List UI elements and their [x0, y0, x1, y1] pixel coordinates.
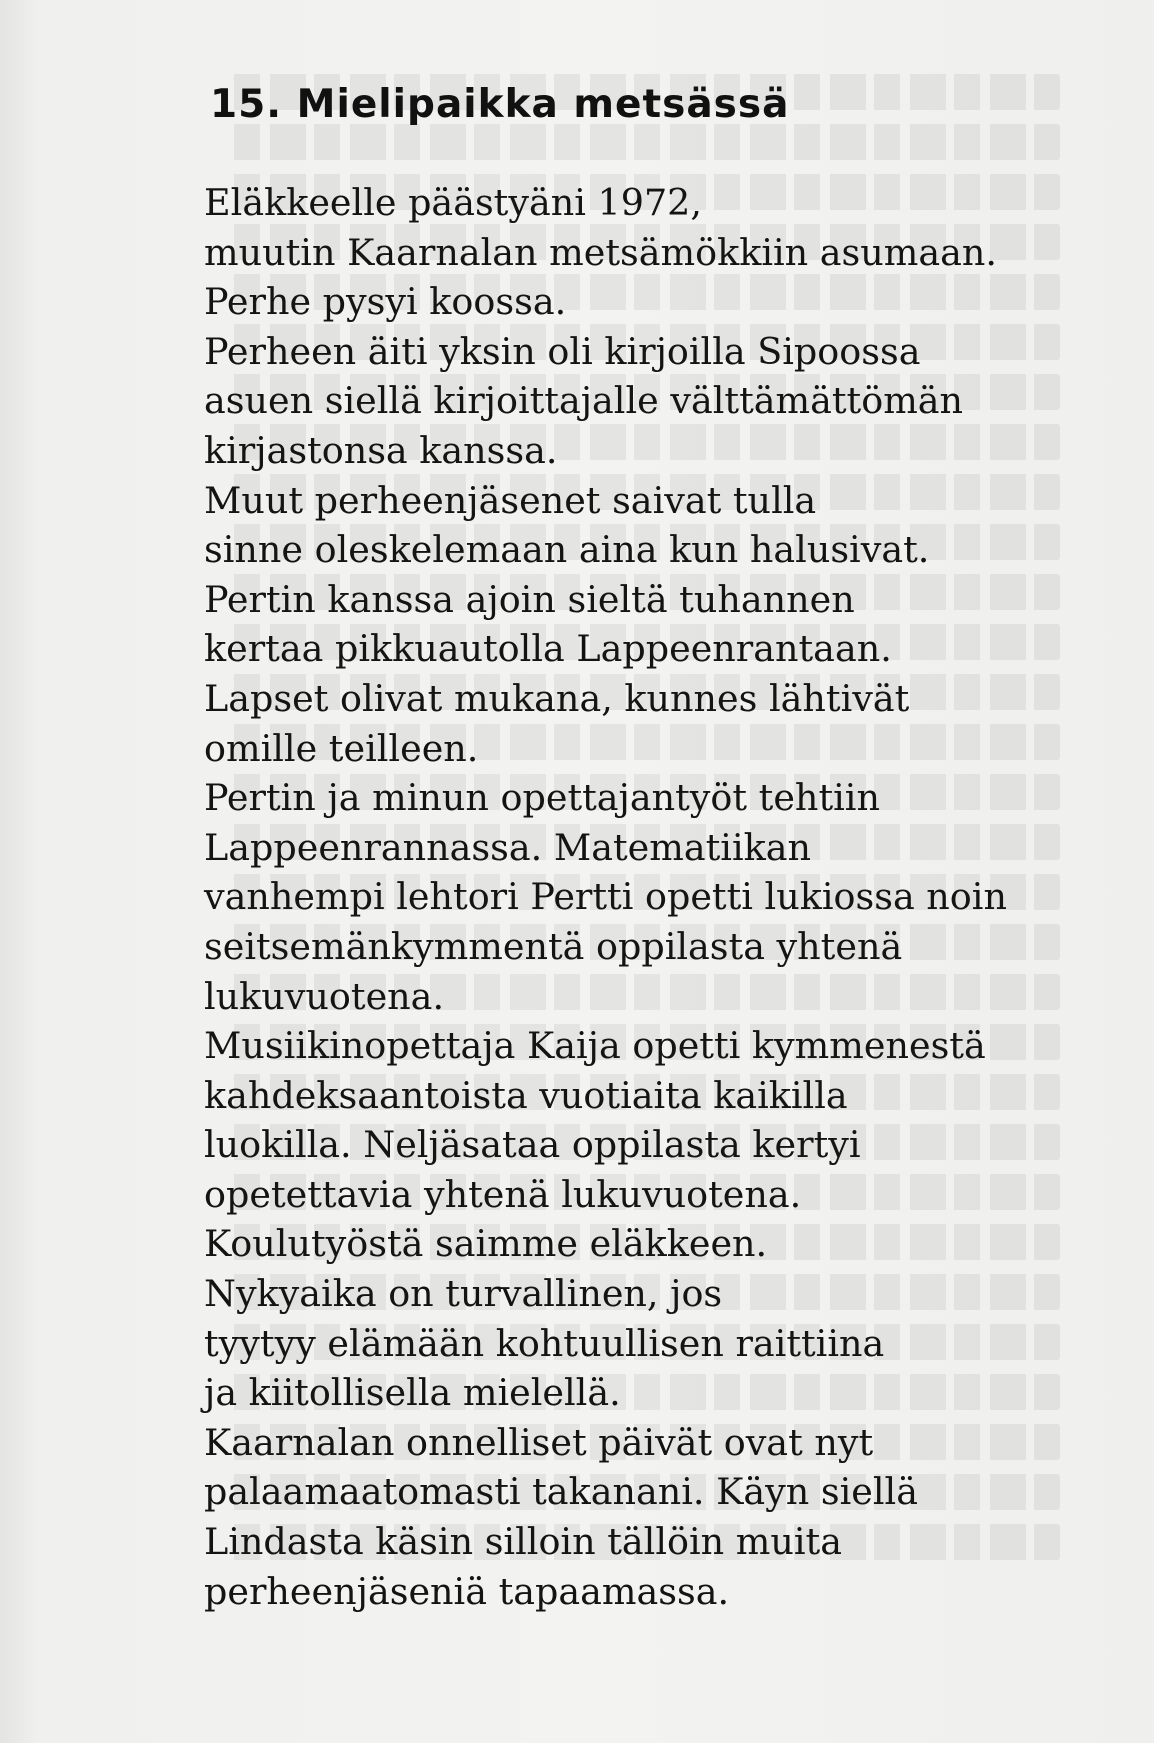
text-line: kertaa pikkuautolla Lappeenrantaan. [204, 627, 892, 671]
text-line: seitsemänkymmentä oppilasta yhtenä [204, 924, 903, 968]
text-line: palaamaatomasti takanani. Käyn siellä [204, 1470, 918, 1514]
text-line: Lindasta käsin silloin tällöin muita [204, 1520, 842, 1564]
text-line: Pertin ja minun opettajantyöt tehtiin [204, 776, 880, 820]
text-line: kirjastonsa kanssa. [204, 428, 558, 472]
text-line: omille teilleen. [204, 726, 479, 770]
chapter-heading: 15. Mielipaikka metsässä [210, 82, 790, 127]
chapter-body [204, 178, 1094, 1616]
text-line: muutin Kaarnalan metsämökkiin asumaan. [204, 230, 998, 274]
text-line: kahdeksaantoista vuotiaita kaikilla [204, 1073, 848, 1117]
text-line: Pertin kanssa ajoin sieltä tuhannen [204, 577, 855, 621]
text-line: Nykyaika on turvallinen, jos [204, 1272, 723, 1316]
text-line: luokilla. Neljäsataa oppilasta kertyi [204, 1123, 861, 1167]
text-line: asuen siellä kirjoittajalle välttämättömän [204, 379, 964, 423]
text-line: sinne oleskelemaan aina kun halusivat. [204, 528, 930, 572]
text-line: Perhe pysyi koossa. [204, 280, 567, 324]
text-line: opetettavia yhtenä lukuvuotena. [204, 1172, 802, 1216]
text-line: Lapset olivat mukana, kunnes lähtivät [204, 676, 910, 720]
text-line: Koulutyöstä saimme eläkkeen. [204, 1222, 768, 1266]
text-line: Kaarnalan onnelliset päivät ovat nyt [204, 1420, 874, 1464]
text-line: Lappeenrannassa. Matematiikan [204, 825, 812, 869]
text-line: Musiikinopettaja Kaija opetti kymmenestä [204, 1024, 986, 1068]
text-line: Perheen äiti yksin oli kirjoilla Sipoossa [204, 329, 921, 373]
text-line: Eläkkeelle päästyäni 1972, [204, 181, 703, 224]
text-line: perheenjäseniä tapaamassa. [204, 1569, 730, 1613]
text-line: Muut perheenjäsenet saivat tulla [204, 478, 817, 522]
text-line: vanhempi lehtori Pertti opetti lukiossa noin [204, 875, 1007, 919]
text-line: lukuvuotena. [204, 974, 445, 1018]
text-line: ja kiitollisella mielellä. [204, 1371, 621, 1415]
text-line: tyytyy elämään kohtuullisen raittiina [204, 1321, 885, 1365]
